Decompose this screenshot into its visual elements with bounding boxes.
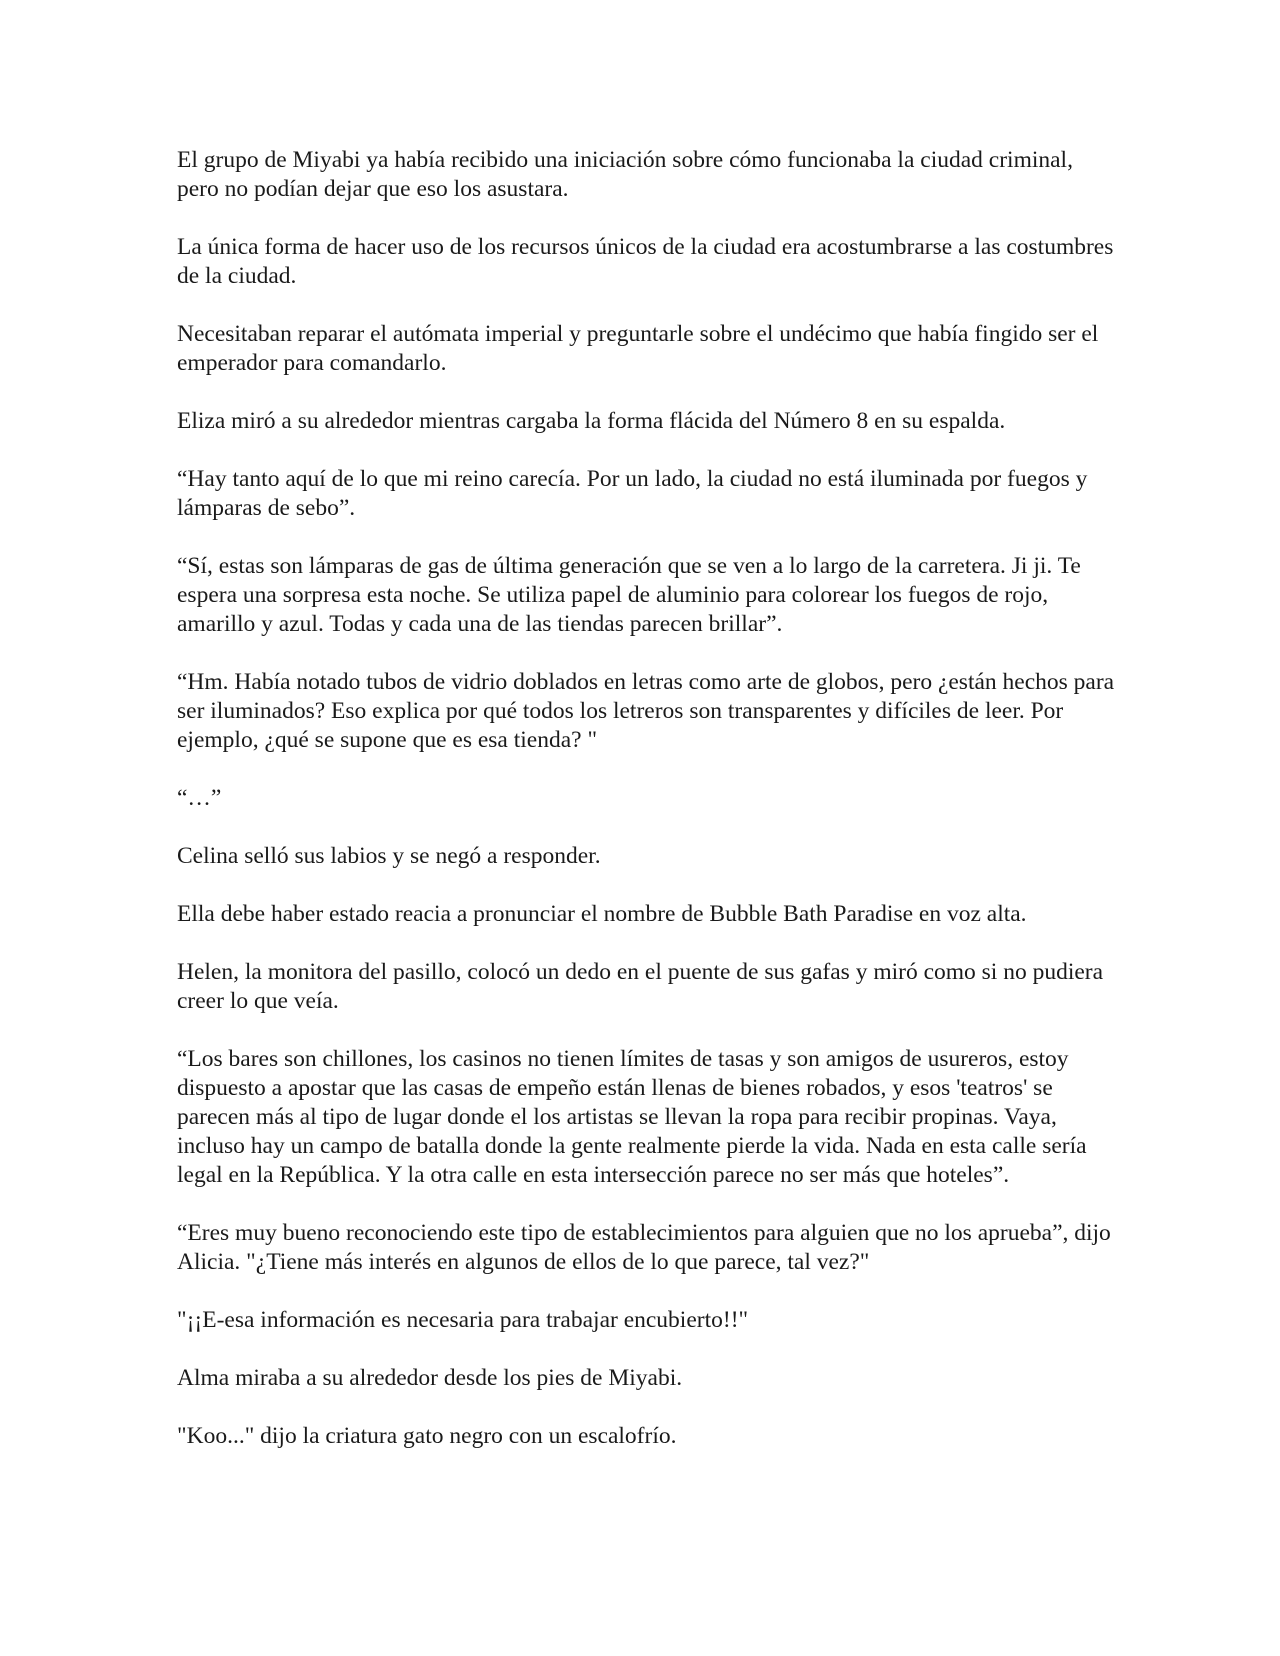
paragraph: Eliza miró a su alrededor mientras cargaba la forma flácida del Número 8 en su espalda.: [177, 408, 1006, 434]
paragraph: “Los bares son chillones, los casinos no tienen límites de tasas y son amigos de usureros, estoy dispuesto a apostar que las casas de empeño están llenas de bienes robados, y esos 'teatros' se parecen más al tipo de lugar donde el los artistas se llevan la ropa para recibir propinas. Vaya, incluso hay un campo de batalla donde la gente realmente pierde la vida. Nada en esta calle sería legal en la República. Y la otra calle en esta intersección parece no ser más que hoteles”.: [177, 1046, 1087, 1188]
paragraph: "Koo..." dijo la criatura gato negro con un escalofrío.: [177, 1423, 677, 1449]
paragraph: “…”: [177, 785, 222, 811]
paragraph: Alma miraba a su alrededor desde los pies de Miyabi.: [177, 1365, 683, 1391]
paragraph: Celina selló sus labios y se negó a responder.: [177, 843, 601, 869]
paragraph: “Sí, estas son lámparas de gas de última generación que se ven a lo largo de la carretera. Ji ji. Te espera una sorpresa esta noche. Se utiliza papel de aluminio para colorear los fuegos de rojo, amarillo y azul. Todas y cada una de las tiendas parecen brillar”.: [177, 553, 1081, 637]
paragraph: Helen, la monitora del pasillo, colocó un dedo en el puente de sus gafas y miró como si no pudiera creer lo que veía.: [177, 959, 1104, 1014]
paragraph: “Hm. Había notado tubos de vidrio doblados en letras como arte de globos, pero ¿están hechos para ser iluminados? Eso explica por qué todos los letreros son transparentes y difíciles de leer. Por ejemplo, ¿qué se supone que es esa tienda? ": [177, 669, 1115, 753]
paragraph: “Eres muy bueno reconociendo este tipo de establecimientos para alguien que no los aprueba”, dijo Alicia. "¿Tiene más interés en algunos de ellos de lo que parece, tal vez?": [177, 1220, 1111, 1275]
paragraph: La única forma de hacer uso de los recursos únicos de la ciudad era acostumbrarse a las costumbres de la ciudad.: [177, 234, 1114, 289]
paragraph: Ella debe haber estado reacia a pronunciar el nombre de Bubble Bath Paradise en voz alta.: [177, 901, 1027, 927]
paragraph: “Hay tanto aquí de lo que mi reino carecía. Por un lado, la ciudad no está iluminada por fuegos y lámparas de sebo”.: [177, 466, 1088, 521]
document-body: [177, 146, 1117, 1451]
paragraph: El grupo de Miyabi ya había recibido una iniciación sobre cómo funcionaba la ciudad criminal, pero no podían dejar que eso los asustara.: [177, 147, 1073, 202]
paragraph: Necesitaban reparar el autómata imperial y preguntarle sobre el undécimo que había fingido ser el emperador para comandarlo.: [177, 321, 1099, 376]
paragraph: "¡¡E-esa información es necesaria para trabajar encubierto!!": [177, 1307, 749, 1333]
